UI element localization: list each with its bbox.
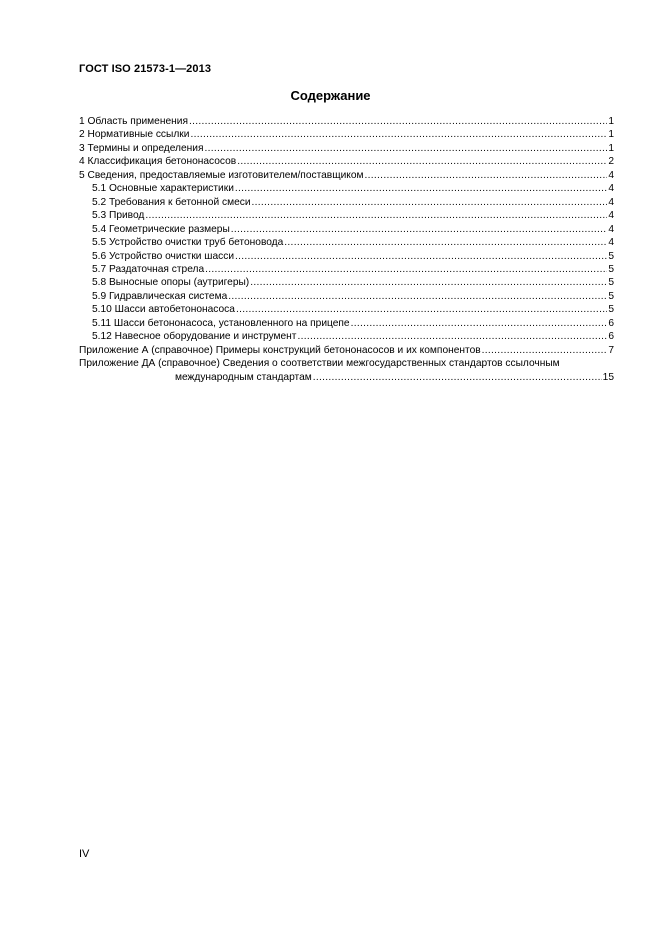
toc-entry-label: 5.2 Требования к бетонной смеси: [92, 196, 251, 208]
toc-entry[interactable]: [79, 115, 614, 128]
toc-entry-label-continued: международным стандартам: [175, 371, 312, 383]
toc-entry[interactable]: [79, 209, 614, 222]
toc-entry[interactable]: [79, 142, 614, 155]
toc-entry[interactable]: [79, 250, 614, 263]
toc-leader-dots: [482, 344, 608, 357]
toc-entry-page: 5: [608, 263, 614, 275]
toc-entry-page: 1: [608, 116, 614, 127]
toc-entry-label: Приложение ДА (справочное) Сведения о соответствии межгосударственных стандартов ссылочным: [79, 358, 560, 370]
toc-leader-dots: [297, 330, 607, 343]
toc-leader-dots: [313, 371, 602, 384]
toc-leader-dots: [235, 182, 607, 195]
toc-entry-label: 5.5 Устройство очистки труб бетоновода: [92, 237, 284, 249]
toc-entry-page: 5: [608, 290, 614, 302]
toc-entry[interactable]: [79, 155, 614, 168]
toc-entry-page: 5: [608, 250, 614, 262]
toc-leader-dots: [235, 250, 607, 263]
toc-entry[interactable]: [79, 303, 614, 316]
toc-entry-page: 7: [608, 344, 614, 356]
toc-entry-page: 1: [608, 129, 614, 141]
toc-entry-label: 5.3 Привод: [92, 210, 145, 222]
toc-entry-page: 6: [608, 331, 614, 343]
page-title: Содержание: [290, 88, 371, 103]
toc-entry-label: 5.11 Шасси бетононасоса, установленного на прицепе: [92, 317, 350, 329]
toc-entry-page: 4: [608, 196, 614, 208]
toc-entry-label: 5.10 Шасси автобетононасоса: [92, 304, 235, 316]
toc-entry[interactable]: [79, 223, 614, 236]
toc-entry-page: 2: [608, 156, 614, 168]
toc-leader-dots: [231, 223, 608, 236]
toc-entry-label: 5.6 Устройство очистки шасси: [92, 250, 235, 262]
toc-leader-dots: [365, 169, 608, 182]
toc-leader-dots: [250, 276, 607, 289]
toc-entry[interactable]: [79, 290, 614, 303]
toc-entry-label: 5.7 Раздаточная стрела: [92, 263, 205, 275]
toc-entry-label: 2 Нормативные ссылки: [79, 129, 190, 141]
toc-entry-page: 5: [608, 277, 614, 289]
toc-entry-label: 5.12 Навесное оборудование и инструмент: [92, 331, 297, 343]
toc-leader-dots: [204, 142, 607, 155]
toc-entry-label: 5 Сведения, предоставляемые изготовителем/поставщиком: [79, 169, 364, 181]
toc-entry-page: 4: [608, 237, 614, 249]
toc-entry-label: Приложение А (справочное) Примеры конструкций бетононасосов и их компонентов: [79, 344, 481, 356]
toc-leader-dots: [284, 236, 607, 249]
toc-entry-label: 1 Область применения: [79, 116, 188, 127]
toc-entry[interactable]: [79, 128, 614, 141]
toc-entry-page: 4: [608, 169, 614, 181]
toc-entry-page: 6: [608, 317, 614, 329]
toc-leader-dots: [236, 303, 607, 316]
toc-entry-page: 15: [602, 371, 614, 383]
toc-entry[interactable]: [79, 317, 614, 330]
toc-leader-dots: [145, 209, 607, 222]
toc-leader-dots: [351, 317, 608, 330]
toc-entry-appendix-da[interactable]: [79, 357, 614, 384]
toc-entry-page: 1: [608, 142, 614, 154]
toc-entry-page: 4: [608, 183, 614, 195]
toc-entry[interactable]: [79, 263, 614, 276]
document-header: ГОСТ ISO 21573-1—2013: [79, 63, 212, 75]
toc-entry-label: 5.8 Выносные опоры (аутригеры): [92, 277, 250, 289]
toc-entry-label: 5.9 Гидравлическая система: [92, 290, 228, 302]
toc-leader-dots: [190, 128, 607, 141]
page-number-footer: IV: [79, 848, 90, 860]
toc-entry-label: 3 Термины и определения: [79, 142, 204, 154]
toc-entry-label: 5.1 Основные характеристики: [92, 183, 234, 195]
toc-entry-page: 4: [608, 210, 614, 222]
toc-entry[interactable]: [79, 330, 614, 343]
toc-leader-dots: [189, 115, 607, 128]
toc-entry-label: 5.4 Геометрические размеры: [92, 223, 230, 235]
toc-entry[interactable]: [79, 344, 614, 357]
toc-entry-label: 4 Классификация бетононасосов: [79, 156, 237, 168]
toc-entry[interactable]: [79, 196, 614, 209]
toc-entry-page: 5: [608, 304, 614, 316]
toc-leader-dots: [205, 263, 607, 276]
toc-entry[interactable]: [79, 182, 614, 195]
toc-entry[interactable]: [79, 169, 614, 182]
toc-leader-dots: [228, 290, 607, 303]
toc-entry-page: 4: [608, 223, 614, 235]
toc-entry[interactable]: [79, 276, 614, 289]
toc-leader-dots: [237, 155, 607, 168]
toc-entry[interactable]: [79, 236, 614, 249]
toc-leader-dots: [252, 196, 608, 209]
table-of-contents: [79, 115, 614, 384]
